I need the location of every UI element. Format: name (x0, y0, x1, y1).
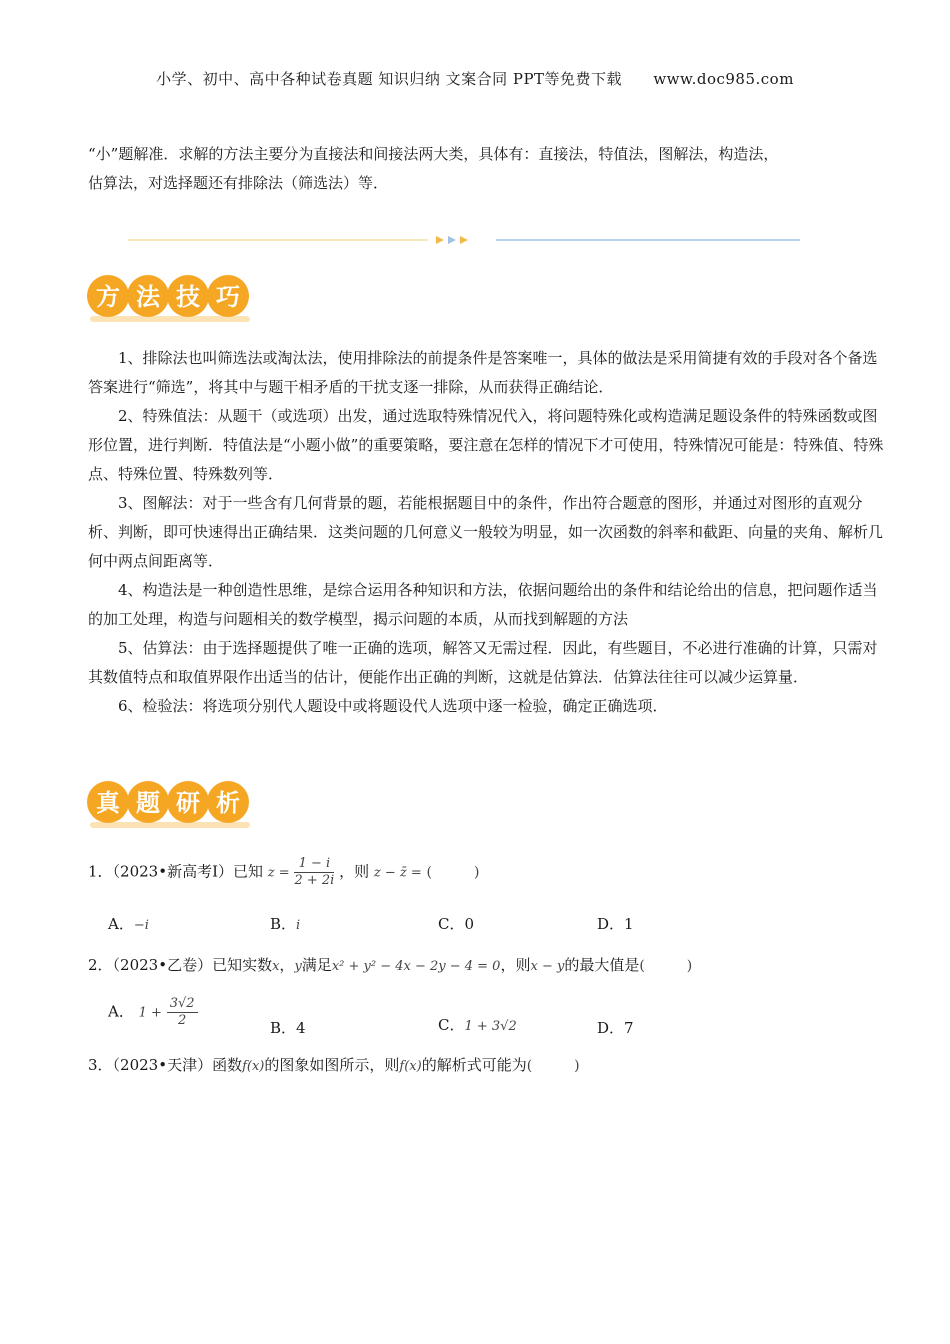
option-value: −i (133, 918, 149, 933)
math-expr: z = (267, 865, 290, 881)
option-label: C． (438, 915, 465, 933)
question-prefix: 1．（2023•新高考Ⅰ）已知 (88, 862, 263, 881)
question-prefix: 2．（2023•乙卷）已知实数 (88, 956, 273, 974)
badge-char: 研 (176, 789, 200, 817)
math-fraction (167, 996, 198, 1029)
method-item: 2、特殊值法：从题干（或选项）出发，通过选取特殊情况代入，将问题特殊化或构造满足题设条件的特殊函数或图形位置，进行判断．特值法是“小题小做”的重要策略，要注意在怎样的情况下才可使用，特殊情况可能是：特殊值、特殊点、特殊位置、特殊数列等． (88, 407, 884, 483)
question-1 (88, 856, 479, 889)
header-site-link[interactable]: www.doc985.com (653, 70, 794, 88)
question-text: ，则 (500, 956, 531, 974)
divider-arrows-icon (436, 236, 468, 244)
option-value: 0 (464, 915, 475, 933)
intro-paragraph (88, 140, 888, 198)
option-c[interactable] (438, 1014, 517, 1035)
option-d[interactable] (597, 913, 634, 934)
badge-char: 技 (176, 283, 200, 311)
question-text: 满足 (301, 956, 332, 974)
section-title-methods (86, 268, 256, 328)
math-expr: f(x) (399, 1059, 422, 1074)
option-c[interactable] (438, 913, 474, 934)
question-text: 的图象如图所示，则 (264, 1056, 400, 1074)
intro-line-1: “小”题解准．求解的方法主要分为直接法和间接法两大类，具体有：直接法，特值法，图解法，构造法， (88, 145, 779, 163)
badge-char: 真 (96, 789, 120, 817)
option-label: B． (270, 1019, 297, 1037)
option-label: D． (597, 1019, 625, 1037)
method-item: 5、估算法：由于选择题提供了唯一正确的选项，解答又无需过程．因此，有些题目，不必进行准确的计算，只需对其数值特点和取值界限作出适当的估计，便能作出正确的判断，这就是估算法．估算法往往可以减少运算量． (88, 639, 878, 686)
section-title-exam (86, 774, 256, 834)
method-item: 4、构造法是一种创造性思维，是综合运用各种知识和方法，依据问题给出的条件和结论给出的信息，把问题作适当的加工处理，构造与问题相关的数学模型，揭示问题的本质，从而找到解题的方法 (88, 581, 878, 628)
answer-blank: ( ) (639, 958, 693, 974)
option-label: C． (438, 1016, 465, 1034)
math-var: y (294, 959, 302, 974)
option-value: 4 (296, 1019, 306, 1037)
option-label: A． (108, 915, 134, 933)
question-2 (88, 954, 692, 975)
question-text: 的最大值是 (564, 956, 640, 974)
option-a[interactable] (108, 913, 149, 934)
methods-list (88, 344, 888, 721)
math-expr: f(x) (242, 1059, 265, 1074)
option-label: B． (270, 915, 297, 933)
math-expr: z − z̄ = (373, 865, 422, 881)
page-header (0, 68, 950, 89)
option-d[interactable] (597, 1017, 634, 1038)
fraction-numerator: 3√2 (167, 996, 198, 1013)
option-b[interactable] (270, 1017, 306, 1038)
option-value: i (296, 918, 301, 933)
math-expr: x − y (530, 959, 565, 974)
badge-char: 析 (216, 789, 240, 817)
intro-line-2: 估算法，对选择题还有排除法（筛选法）等． (88, 174, 389, 192)
badge-char: 法 (136, 283, 160, 311)
fraction-denominator: 2 + 2i (294, 873, 335, 888)
question-text: ， (279, 956, 295, 974)
math-var: x (272, 959, 280, 974)
badge-char: 题 (136, 789, 160, 817)
option-label: A． (108, 1002, 134, 1021)
question-text: ，则 (339, 862, 370, 881)
method-item: 3、图解法：对于一些含有几何背景的题，若能根据题目中的条件，作出符合题意的图形，并通过对图形的直观分析、判断，即可快速得出正确结果．这类问题的几何意义一般较为明显，如一次函数的斜率和截距、向量的夹角、解析几何中两点间距离等． (88, 494, 884, 570)
fraction-numerator: 1 − i (294, 856, 334, 873)
method-item: 1、排除法也叫筛选法或淘汰法，使用排除法的前提条件是答案唯一，具体的做法是采用简捷有效的手段对各个备选答案进行“筛选”，将其中与题干相矛盾的干扰支逐一排除，从而获得正确结论． (88, 349, 878, 396)
option-b[interactable] (270, 913, 300, 934)
section-divider (128, 230, 800, 250)
math-equation: x² + y² − 4x − 2y − 4 = 0 (331, 959, 501, 974)
option-label: D． (597, 915, 625, 933)
math-fraction (294, 856, 334, 889)
method-item: 6、检验法：将选项分别代人题设中或将题设代人选项中逐一检验，确定正确选项． (118, 697, 668, 715)
question-prefix: 3．（2023•天津）函数 (88, 1056, 243, 1074)
badge-char: 巧 (216, 283, 240, 311)
answer-blank: ( ) (426, 864, 480, 881)
option-value: 1 + (138, 1005, 162, 1021)
option-a[interactable] (108, 996, 198, 1029)
question-3 (88, 1054, 580, 1075)
header-text: 小学、初中、高中各种试卷真题 知识归纳 文案合同 PPT等免费下载 (156, 70, 623, 88)
option-value: 1 + 3√2 (464, 1019, 517, 1034)
option-value: 7 (624, 1019, 634, 1037)
answer-blank: ( ) (526, 1058, 580, 1074)
option-value: 1 (624, 915, 634, 933)
fraction-denominator: 2 (177, 1013, 187, 1028)
question-text: 的解析式可能为 (421, 1056, 527, 1074)
badge-char: 方 (96, 283, 120, 311)
